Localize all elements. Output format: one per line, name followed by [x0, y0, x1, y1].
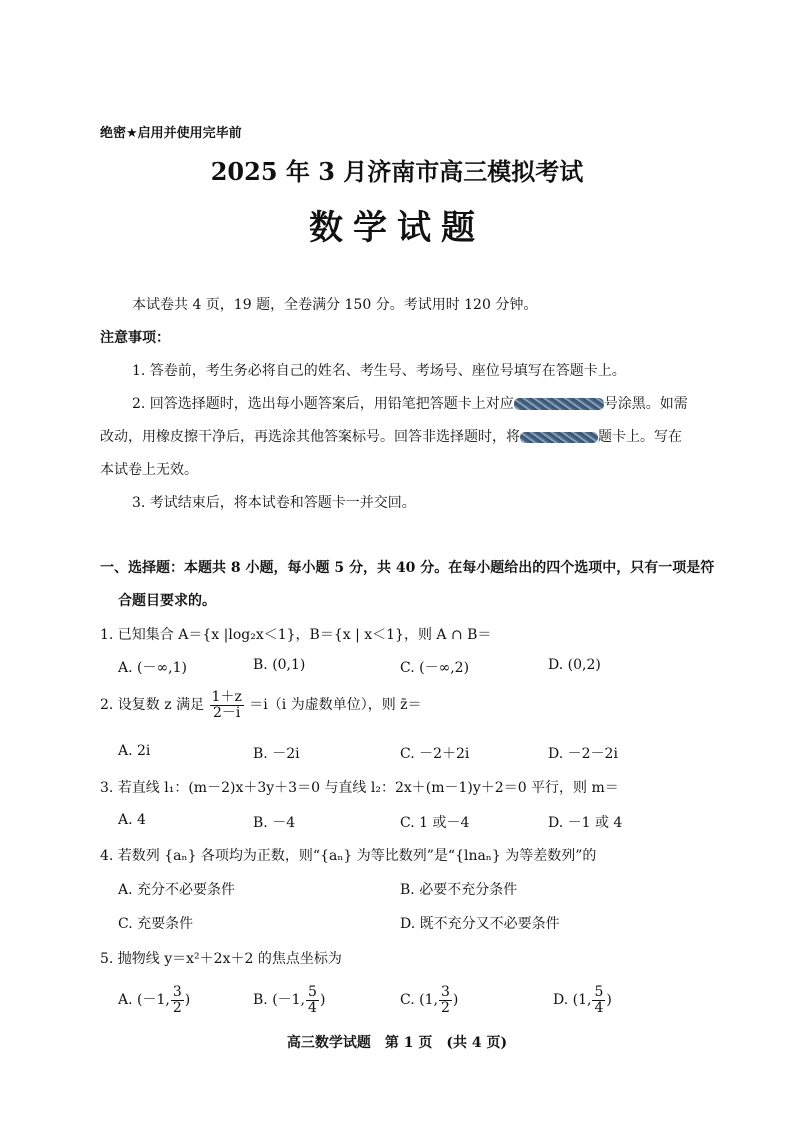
q1-option-c: C. (－∞,2) [400, 660, 470, 676]
notice-item-2-part-c: 改动，用橡皮擦干净后，再选涂其他答案标号。回答非选择题时，将 [100, 429, 520, 445]
q1-option-d: D. (0,2) [548, 657, 601, 673]
q3-option-b: B. －4 [253, 815, 296, 831]
q4-option-a: A. 充分不必要条件 [118, 882, 236, 898]
q5-d-den: 4 [594, 999, 604, 1016]
q5-option-c [400, 985, 458, 1015]
q2-stem-part-a: 2. 设复数 z 满足 [100, 697, 205, 714]
q2-stem-part-b: ＝i（i 为虚数单位），则 z̄＝ [249, 697, 422, 714]
section-1-heading: 一、选择题：本题共 8 小题，每小题 5 分，共 40 分。在每小题给出的四个选项中，只有一项是符 [100, 560, 715, 576]
q5-option-a [118, 985, 190, 1015]
q5-c-den: 2 [440, 999, 450, 1016]
exam-title: 2025 年 3 月济南市高三模拟考试 [210, 157, 584, 186]
notice-item-2-part-a: 2. 回答选择题时，选出每小题答案后，用铅笔把答题卡上对应 [132, 396, 514, 412]
q5-a-prefix: A. (－1, [118, 992, 170, 1009]
question-5-stem: 5. 抛物线 y＝x²＋2x＋2 的焦点坐标为 [100, 951, 342, 967]
q5-c-suffix: ) [452, 992, 459, 1009]
q5-b-den: 4 [308, 999, 317, 1016]
ink-smudge [520, 432, 598, 443]
q5-b-num: 5 [308, 984, 317, 1000]
q2-option-a: A. 2i [118, 743, 151, 759]
q5-a-den: 2 [172, 999, 182, 1016]
q4-option-b: B. 必要不充分条件 [400, 882, 518, 898]
confidential-label: 绝密★启用并使用完毕前 [100, 126, 242, 141]
ink-smudge [514, 398, 604, 410]
q2-fraction-denominator: 2－i [213, 704, 241, 721]
q3-option-d: D. －1 或 4 [548, 815, 623, 831]
question-4-stem: 4. 若数列 {aₙ} 各项均为正数，则“{aₙ} 为等比数列”是“{lnaₙ} 为等差数列”的 [100, 848, 597, 864]
subject-title: 数学试题 [309, 208, 485, 248]
page-footer: 高三数学试题 第 1 页 (共 4 页) [286, 1035, 508, 1051]
q2-fraction [210, 690, 244, 720]
notice-item-2-part-b: 号涂黑。如需 [603, 396, 688, 412]
q5-option-d [553, 985, 612, 1015]
q2-fraction-numerator: 1＋z [211, 689, 242, 705]
q5-d-suffix: ) [606, 992, 612, 1009]
notice-item-2-line-3: 本试卷上无效。 [100, 462, 198, 478]
q5-d-fraction [592, 985, 605, 1015]
q5-b-suffix: ) [319, 992, 326, 1009]
q3-option-c: C. 1 或－4 [400, 815, 470, 831]
q5-a-suffix: ) [184, 992, 191, 1009]
q3-option-a: A. 4 [118, 812, 146, 828]
question-3-stem: 3. 若直线 l₁：(m－2)x＋3y＋3＝0 与直线 l₂：2x＋(m－1)y＋2＝0 平行，则 m＝ [100, 780, 619, 796]
q5-a-fraction [171, 985, 184, 1015]
q1-option-a: A. (－∞,1) [118, 660, 187, 676]
q5-b-fraction [306, 985, 319, 1015]
q5-b-prefix: B. (－1, [253, 992, 306, 1009]
q5-d-prefix: D. (1, [553, 992, 592, 1009]
notice-item-1: 1. 答卷前，考生务必将自己的姓名、考生号、考场号、座位号填写在答题卡上。 [132, 363, 626, 379]
q5-c-prefix: C. (1, [400, 992, 438, 1009]
notice-item-2-part-d: 题卡上。写在 [598, 429, 682, 445]
q5-a-num: 3 [172, 984, 182, 1000]
notice-item-2-line-2 [100, 426, 682, 446]
notice-item-3: 3. 考试结束后，将本试卷和答题卡一并交回。 [132, 495, 416, 511]
q1-option-b: B. (0,1) [253, 657, 306, 673]
q2-option-d: D. －2－2i [548, 746, 618, 762]
q2-option-b: B. －2i [253, 746, 300, 762]
question-2-stem [100, 690, 422, 720]
q5-d-num: 5 [594, 984, 604, 1000]
q5-c-num: 3 [440, 984, 450, 1000]
q4-option-d: D. 既不充分又不必要条件 [400, 916, 560, 932]
intro-text: 本试卷共 4 页，19 题，全卷满分 150 分。考试用时 120 分钟。 [132, 297, 538, 313]
question-1-stem: 1. 已知集合 A＝{x |log₂x＜1}，B＝{x | x＜1}，则 A ∩ B＝ [100, 627, 492, 643]
q5-option-b [253, 985, 325, 1015]
notice-item-2-line-1 [132, 393, 688, 413]
notice-heading: 注意事项： [100, 330, 170, 346]
q2-option-c: C. －2＋2i [400, 746, 470, 762]
q4-option-c: C. 充要条件 [118, 916, 194, 932]
section-1-heading-cont: 合题目要求的。 [118, 593, 216, 609]
q5-c-fraction [439, 985, 452, 1015]
